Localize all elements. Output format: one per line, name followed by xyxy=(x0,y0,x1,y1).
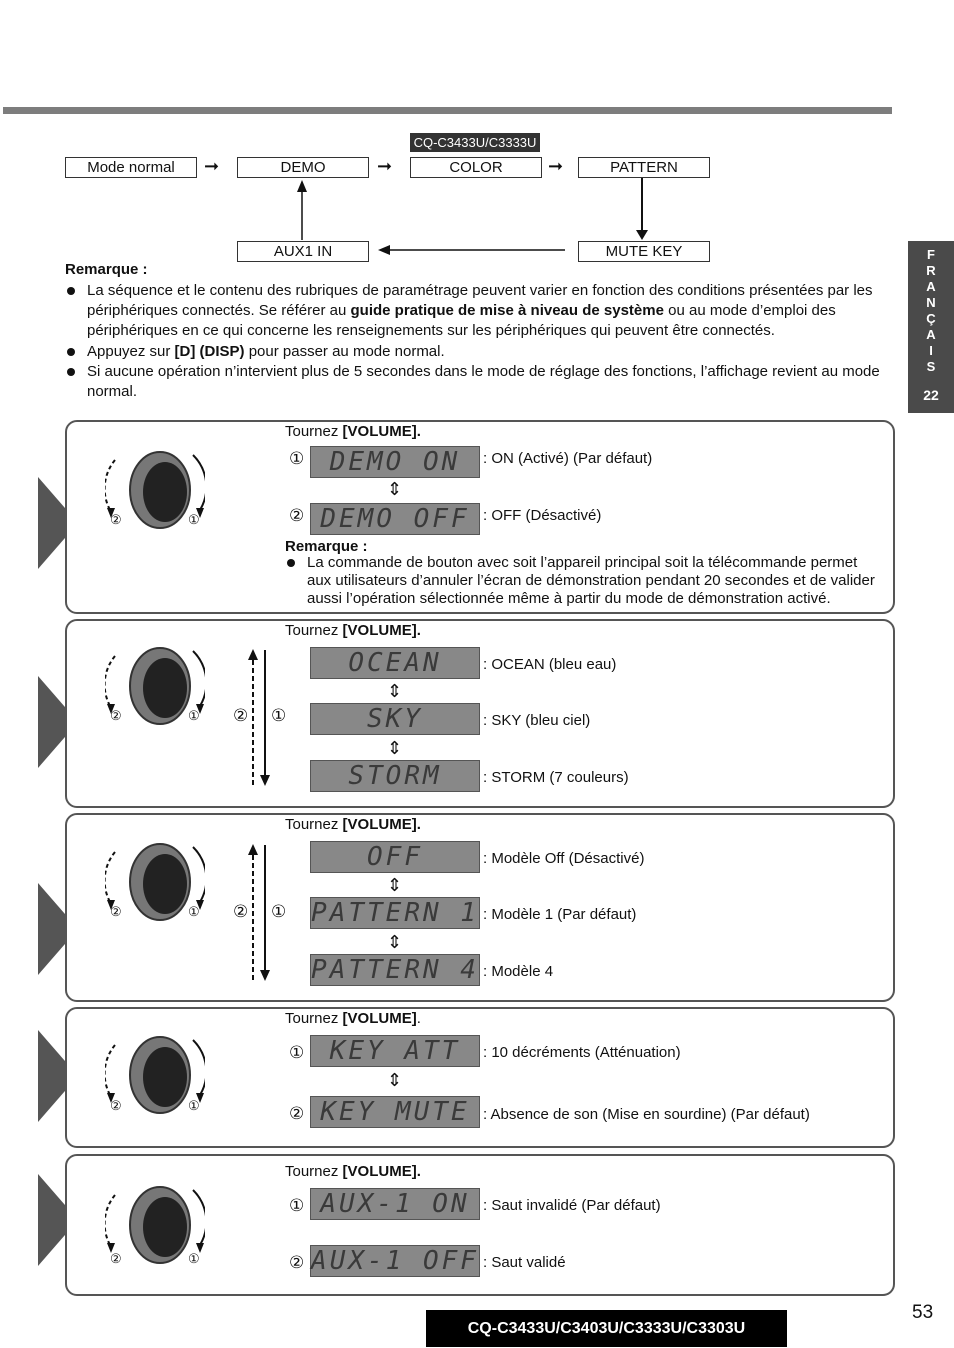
lcd-display: AUX-1 ON xyxy=(310,1188,480,1220)
option-description: : OCEAN (bleu eau) xyxy=(483,656,617,673)
remark-bullet: La séquence et le contenu des rubriques de paramétrage peuvent varier en fonction des conditions présentées par les périphériques connectés. Se référer au guide pratique de mise à niveau de système ou au mode d’emploi des périphériques en ce qui concerne les renseignements sur les périphériques qui peuvent être connectés. xyxy=(67,281,887,341)
option-description: : ON (Activé) (Par défaut) xyxy=(483,450,653,467)
option-description: : Absence de son (Mise en sourdine) (Par défaut) xyxy=(483,1106,810,1123)
lcd-display: PATTERN 4 xyxy=(311,955,479,985)
page-number: 53 xyxy=(912,1302,934,1323)
option-description: : Modèle Off (Désactivé) xyxy=(483,850,645,867)
swap-arrow-icon: ⇕ xyxy=(387,681,403,701)
remark-bullet: Appuyez sur [D] (DISP) pour passer au mode normal. xyxy=(67,342,887,362)
flow-connectors xyxy=(0,0,954,270)
option-number: ② xyxy=(289,1104,305,1123)
option-description: : Saut invalidé (Par défaut) xyxy=(483,1197,661,1214)
language-tab xyxy=(908,241,954,413)
ccw-label: ② xyxy=(110,512,122,527)
cw-label: ① xyxy=(271,706,287,725)
right-arrow-icon: ➞ xyxy=(204,156,220,176)
swap-arrow-icon: ⇕ xyxy=(387,738,403,758)
swap-arrow-icon: ⇕ xyxy=(387,1070,403,1090)
remark-bullet: Si aucune opération n’intervient plus de 5 secondes dans le mode de réglage des fonctions, l’affichage revient au mode normal. xyxy=(67,362,887,402)
lcd-display: KEY MUTE xyxy=(310,1096,480,1128)
option-description: : OFF (Désactivé) xyxy=(483,507,602,524)
lcd-display: KEY ATT xyxy=(310,1035,480,1067)
turn-instruction: Tournez [VOLUME]. xyxy=(285,816,421,833)
cw-label: ① xyxy=(188,1098,200,1113)
ccw-label: ② xyxy=(233,902,249,921)
lcd-display: AUX-1 OFF xyxy=(311,1246,479,1276)
right-arrow-icon: ➞ xyxy=(377,156,393,176)
turn-instruction: Tournez [VOLUME]. xyxy=(285,1010,421,1027)
option-number: ① xyxy=(289,449,305,468)
section-number: 22 xyxy=(923,387,939,403)
lcd-display: DEMO ON xyxy=(310,446,480,478)
model-footer: CQ-C3433U/C3403U/C3333U/C3303U xyxy=(426,1310,787,1347)
option-description: : Saut validé xyxy=(483,1254,566,1271)
option-number: ① xyxy=(289,1043,305,1062)
cw-label: ① xyxy=(271,902,287,921)
option-description: : Modèle 4 xyxy=(483,963,554,980)
lcd-display: SKY xyxy=(310,703,480,735)
swap-arrow-icon: ⇕ xyxy=(387,875,403,895)
model-tag: CQ-C3433U/C3333U xyxy=(410,133,540,152)
flow-mode-normal: Mode normal xyxy=(65,157,197,178)
ccw-label: ② xyxy=(110,904,122,919)
lcd-display: OCEAN xyxy=(310,647,480,679)
lcd-display: PATTERN 1 xyxy=(311,898,479,928)
swap-arrow-icon: ⇕ xyxy=(387,479,403,499)
flow-color: COLOR xyxy=(410,157,542,178)
bullet-icon xyxy=(287,559,295,567)
right-arrow-icon: ➞ xyxy=(548,156,564,176)
option-description: : STORM (7 couleurs) xyxy=(483,769,629,786)
ccw-label: ② xyxy=(110,1098,122,1113)
option-description: : 10 décréments (Atténuation) xyxy=(483,1044,681,1061)
lcd-display: STORM xyxy=(310,760,480,792)
flow-demo: DEMO xyxy=(237,157,369,178)
remark-title: Remarque : xyxy=(65,261,148,278)
flow-mute-key: MUTE KEY xyxy=(578,241,710,262)
ccw-label: ② xyxy=(110,708,122,723)
lcd-display: DEMO OFF xyxy=(310,503,480,535)
remark-bullet: La commande de bouton avec soit l’appareil principal soit la télécommande permet aux utilisateurs d’annuler l’écran de démonstration pendant 20 secondes et de valider aussi l’opération sélectionnée même à partir du mode de démonstration activé. xyxy=(287,554,882,608)
flow-pattern: PATTERN xyxy=(578,157,710,178)
flow-aux1-in: AUX1 IN xyxy=(237,241,369,262)
ccw-label: ② xyxy=(233,706,249,725)
cw-label: ① xyxy=(188,708,200,723)
option-number: ① xyxy=(289,1196,305,1215)
turn-instruction: Tournez [VOLUME]. xyxy=(285,622,421,639)
cw-label: ① xyxy=(188,904,200,919)
option-description: : SKY (bleu ciel) xyxy=(483,712,591,729)
cw-label: ① xyxy=(188,1251,200,1266)
turn-instruction: Tournez [VOLUME]. xyxy=(285,1163,421,1180)
option-description: : Modèle 1 (Par défaut) xyxy=(483,906,637,923)
turn-instruction: Tournez [VOLUME]. xyxy=(285,423,421,440)
bullet-icon xyxy=(67,287,75,295)
bullet-icon xyxy=(67,368,75,376)
ccw-label: ② xyxy=(110,1251,122,1266)
cw-label: ① xyxy=(188,512,200,527)
bullet-icon xyxy=(67,348,75,356)
option-number: ② xyxy=(289,506,305,525)
language-label: F R A N Ç A I S xyxy=(926,247,936,374)
remark-title: Remarque : xyxy=(285,538,368,555)
lcd-display: OFF xyxy=(310,841,480,873)
swap-arrow-icon: ⇕ xyxy=(387,932,403,952)
option-number: ② xyxy=(289,1253,305,1272)
